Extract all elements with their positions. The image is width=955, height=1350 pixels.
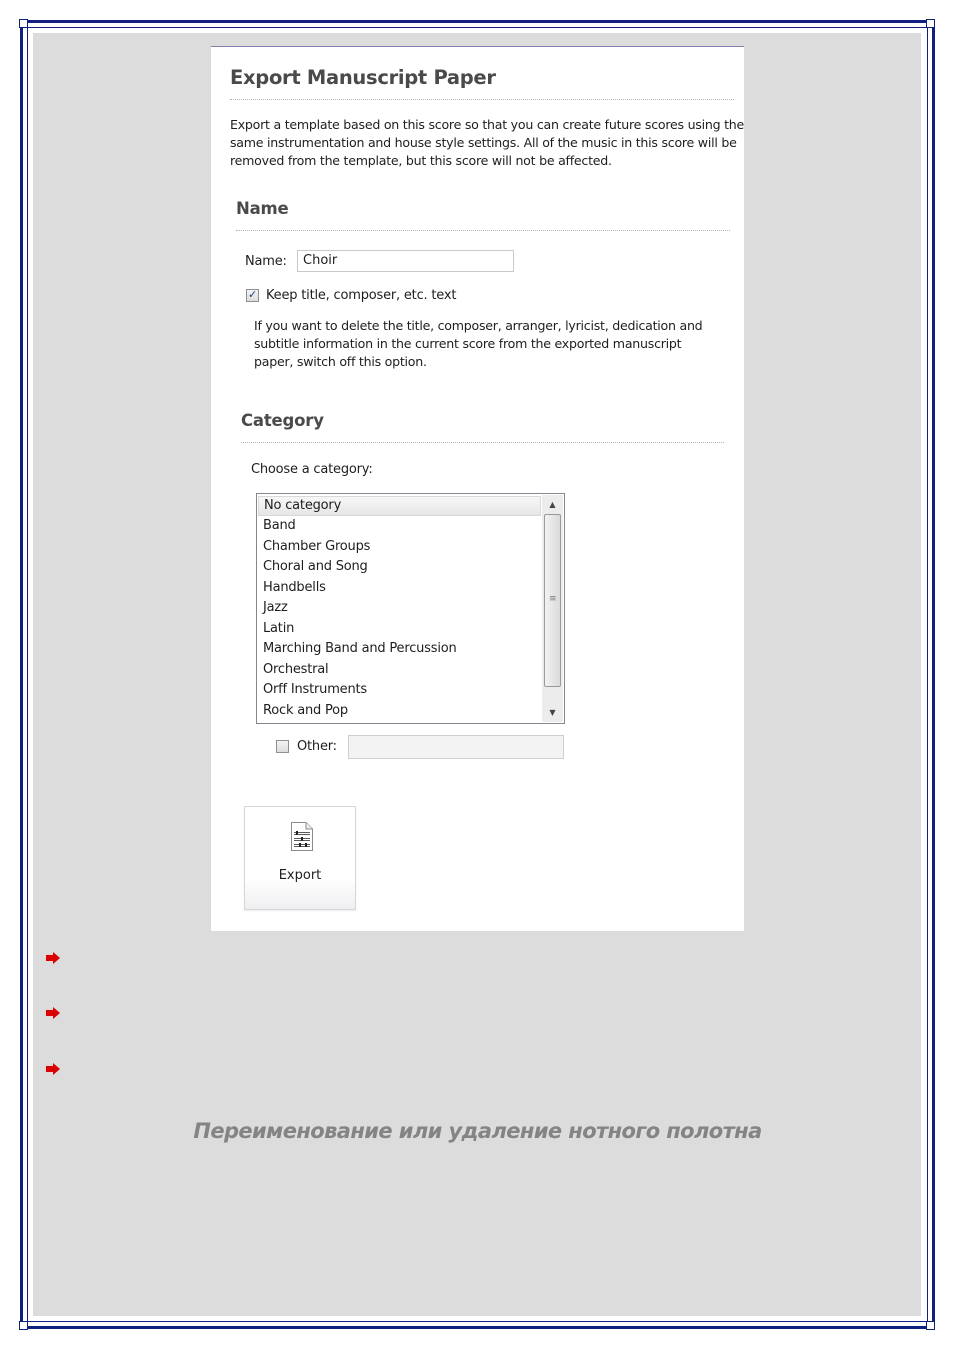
category-section-divider <box>241 442 724 443</box>
checkmark-icon: ✓ <box>248 288 258 301</box>
red-arrow-icon <box>45 1063 61 1075</box>
list-item-chamber-groups[interactable]: Chamber Groups <box>263 539 371 554</box>
frame-corner <box>926 1321 935 1330</box>
export-button[interactable] <box>244 806 356 910</box>
dialog-title: Export Manuscript Paper <box>230 66 496 89</box>
category-section-heading: Category <box>241 411 324 430</box>
list-item-handbells[interactable]: Handbells <box>263 580 326 595</box>
frame-corner <box>19 19 28 28</box>
list-item-band[interactable]: Band <box>263 518 296 533</box>
scroll-down-arrow-icon[interactable]: ▼ <box>549 708 556 717</box>
other-category-label[interactable]: Other: <box>297 739 337 754</box>
listbox-scrollbar[interactable] <box>542 495 563 722</box>
keep-text-checkbox[interactable] <box>246 289 259 302</box>
list-item-orff-instruments[interactable]: Orff Instruments <box>263 682 367 697</box>
red-arrow-icon <box>45 1007 61 1019</box>
category-listbox[interactable] <box>256 493 565 724</box>
scrollbar-thumb[interactable] <box>544 514 561 687</box>
keep-text-label[interactable]: Keep title, composer, etc. text <box>266 288 457 303</box>
other-category-input[interactable] <box>348 735 564 759</box>
list-item-choral-and-song[interactable]: Choral and Song <box>263 559 368 574</box>
red-arrow-icon <box>45 952 61 964</box>
scroll-grip-icon: ≡ <box>549 594 557 604</box>
list-item-orchestral[interactable]: Orchestral <box>263 662 329 677</box>
list-item-no-category[interactable]: No category <box>258 496 541 516</box>
choose-category-label: Choose a category: <box>251 462 373 477</box>
document-icon <box>290 821 314 852</box>
frame-corner <box>926 19 935 28</box>
name-input[interactable]: Choir <box>297 250 514 272</box>
keep-text-help: If you want to delete the title, composer, arranger, lyricist, dedication and subtitle information in the current score from the exported manuscript paper, switch off this option. <box>254 318 703 369</box>
name-section-divider <box>236 230 730 231</box>
frame-corner <box>19 1321 28 1330</box>
export-button-label: Export <box>278 868 322 883</box>
export-manuscript-panel <box>211 46 744 931</box>
list-item-jazz[interactable]: Jazz <box>263 600 288 615</box>
list-item-marching-band[interactable]: Marching Band and Percussion <box>263 641 457 656</box>
name-label: Name: <box>245 254 287 269</box>
other-category-checkbox[interactable] <box>276 740 289 753</box>
scroll-up-arrow-icon[interactable]: ▲ <box>549 500 556 509</box>
panel-top-border <box>211 46 744 47</box>
name-section-heading: Name <box>236 199 289 218</box>
list-item-latin[interactable]: Latin <box>263 621 295 636</box>
section-heading-rename-delete: Переименование или удаление нотного полотна <box>193 1119 762 1143</box>
dialog-description: Export a template based on this score so that you can create future scores using the same instrumentation and house style settings. All of the music in this score will be removed from the template, but this score will not be affected. <box>230 117 745 168</box>
list-item-rock-and-pop[interactable]: Rock and Pop <box>263 703 348 718</box>
title-divider <box>230 99 734 100</box>
